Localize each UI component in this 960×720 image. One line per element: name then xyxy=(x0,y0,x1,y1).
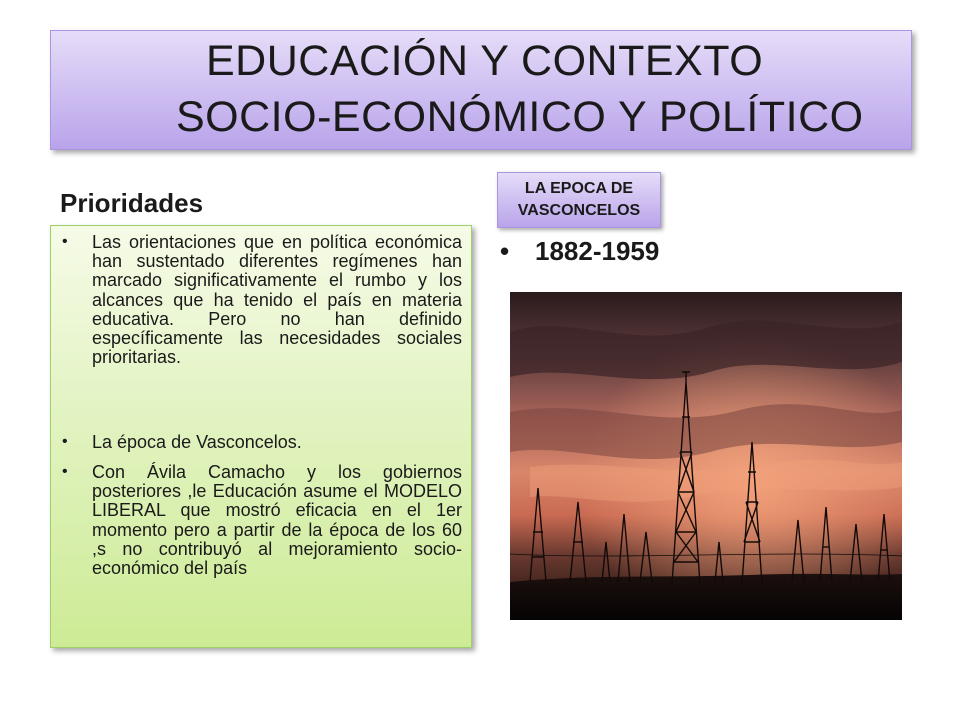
oil-derricks-photo xyxy=(510,292,902,620)
priorities-box xyxy=(50,225,472,648)
bullet-text: La época de Vasconcelos. xyxy=(92,432,302,452)
title-line-1: EDUCACIÓN Y CONTEXTO xyxy=(206,37,764,85)
bullet-icon: • xyxy=(62,433,68,450)
bullet-text: Con Ávila Camacho y los gobiernos posteriores ,le Educación asume el MODELO LIBERAL que mostró eficacia en el 1er momento pero a partir de la época de los 60 ,s no contribuyó al mejoramiento socio-económico del país xyxy=(92,462,462,579)
tag-line-1: LA EPOCA DE xyxy=(524,180,634,197)
prioridades-heading: Prioridades xyxy=(60,188,204,218)
years-text: 1882-1959 xyxy=(535,236,660,266)
title-box xyxy=(50,30,912,150)
bullet-icon: • xyxy=(500,236,510,266)
tag-line-2: VASCONCELOS xyxy=(517,202,641,219)
bullet-icon: • xyxy=(62,233,68,250)
years-bullet xyxy=(500,236,659,267)
vasconcelos-tag xyxy=(497,172,661,228)
bullet-text: Las orientaciones que en política económica han sustentado diferentes regímenes han marcado significativamente el rumbo y los alcances que ha tenido el país en materia educativa. Pero no han definido específicamente las necesidades sociales prioritarias. xyxy=(92,232,462,368)
bullet-icon: • xyxy=(62,463,68,480)
title-line-2: SOCIO-ECONÓMICO Y POLÍTICO xyxy=(176,93,864,141)
